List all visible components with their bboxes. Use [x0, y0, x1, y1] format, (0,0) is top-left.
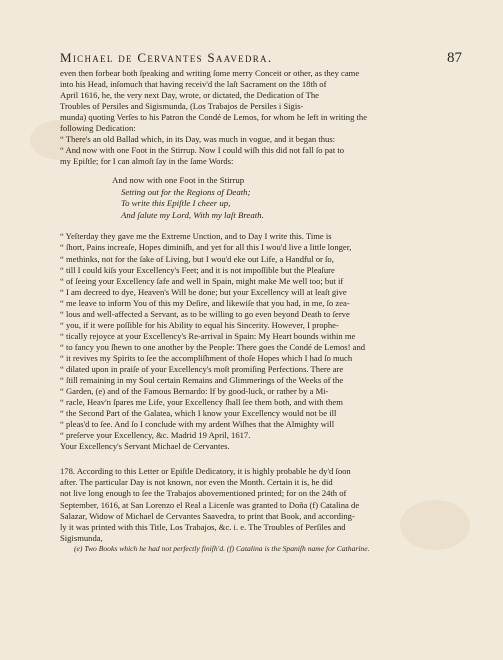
para-178-line: ly it was printed with this Title, Los Trabajos, &c. i. e. The Troubles of Perſiles and [60, 521, 346, 532]
letter-line: “ Garden, (e) and of the Famous Bernardo: If by good-luck, or rather by a Mi- [60, 386, 329, 397]
intro-line: following Dedication: [60, 123, 136, 134]
letter-line: “ lous and well-affected a Servant, as to be willing to go even beyond Death to ſerve [60, 308, 350, 319]
verse-line: Setting out for the Regions of Death; [121, 186, 251, 197]
running-title: Michael de Cervantes Saavedra. [60, 50, 273, 65]
verse-line: To write this Epiſtle I cheer up, [121, 198, 231, 209]
intro-line: into his Head, inſomuch that having receiv'd the laſt Sacrament on the 18th of [60, 79, 327, 90]
verse-line: And ſalute my Lord, With my laſt Breath. [121, 209, 264, 220]
letter-line: “ ſhort, Pains increaſe, Hopes diminiſh, and yet for all this I wou'd live a little longer, [60, 242, 352, 253]
letter-line: “ to fancy you ſhewn to one another by the People: There goes the Condé de Lemos! and [60, 341, 366, 352]
footnotes: (e) Two Books which he had not perfectly finiſh'd. (f) Catalina is the Spaniſh name for Catharine. [74, 543, 370, 553]
page-body [60, 68, 465, 554]
para-178-line: 178. According to this Letter or Epiſtle Dedicatory, it is highly probable he dy'd ſoon [60, 466, 351, 477]
letter-line: “ methinks, not for the ſake of Living, but I wou'd eke out Life, a Handful or ſo, [60, 253, 334, 264]
letter-line: “ dilated upon in praiſe of your Excellency's moſt promiſing Perfections. There are [60, 363, 344, 374]
letter-line: “ me leave to inform You of this my Deſire, and likewiſe that you had, in me, ſo zea- [60, 297, 350, 308]
ballad-verse [112, 175, 465, 221]
letter-line: “ I am decreed to dye, Heaven's Will be done; but your Excellency will at leaſt give [60, 286, 347, 297]
letter-line: “ the Second Part of the Galatea, which I know your Excellency would not be ill [60, 408, 337, 419]
letter-line: “ till I could kiſs your Excellency's Feet; and it is not impoſſible but the Pleaſure [60, 264, 335, 275]
signature: Your Excellency's Servant Michael de Cervantes. [60, 441, 230, 452]
intro-line: munda) quoting Verſes to his Patron the Condé de Lemos, for whom he left in writing the [60, 112, 368, 123]
catchword: Sigismunda, [60, 532, 103, 543]
para-178-line: not live long enough to ſee the Trabajos abovementioned printed; for on the 24th of [60, 488, 347, 499]
page-header [60, 50, 462, 67]
para-178-line: September, 1616, at San Lorenzo el Real a Licenſe was granted to Doña (f) Catalina de [60, 499, 360, 510]
letter-line: “ of ſeeing your Excellency ſafe and well in Spain, might make Me well too; but if [60, 275, 344, 286]
letter-line: “ preſerve your Excellency, &c. Madrid 19 April, 1617. [60, 430, 251, 441]
letter-line: “ tically rejoyce at your Excellency's Re-arrival in Spain: My Heart bounds within me [60, 330, 356, 341]
letter-line: “ you, if it were poſſible for his Ability to equal his Sincerity. However, I prophe- [60, 319, 339, 330]
letter-line: “ racle, Heav'n ſpares me Life, your Excellency ſhall ſee them both, and with them [60, 397, 343, 408]
intro-line: Troubles of Persiles and Sigismunda, (Los Trabajos de Persiles i Sigis- [60, 101, 304, 112]
verse-line: And now with one Foot in the Stirrup [112, 175, 245, 186]
intro-line: my Epiſtle; for I can almoſt ſay in the ſame Words: [60, 156, 234, 167]
para-178-line: Salazar, Widow of Michael de Cervantes Saavedra, to print that Book, and according- [60, 510, 355, 521]
page-number: 87 [447, 50, 462, 66]
letter-line: “ ſtill remaining in my Soul certain Remains and Glimmerings of the Weeks of the [60, 375, 344, 386]
intro-line: “ There's an old Ballad which, in its Day, was much in vogue, and it began thus: [60, 134, 336, 145]
letter-line: “ Yeſterday they gave me the Extreme Unction, and to Day I write this. Time is [60, 231, 332, 242]
para-178-line: after. The particular Day is not known, nor even the Month. Certain it is, he did [60, 477, 333, 488]
letter-line: “ it revives my Spirits to ſee the accompliſhment of thoſe Hopes which I had ſo much [60, 352, 353, 363]
intro-line: April 1616, he, the very next Day, wrote, or dictated, the Dedication of The [60, 90, 319, 101]
intro-line: “ And now with one Foot in the Stirrup. Now I could wiſh this did not fall ſo pat to [60, 145, 345, 156]
intro-line: even then forbear both ſpeaking and writing ſome merry Conceit or other, as they came [60, 68, 360, 78]
letter-line: “ pleas'd to ſee. And ſo I conclude with my ardent Wiſhes that the Almighty will [60, 419, 335, 430]
